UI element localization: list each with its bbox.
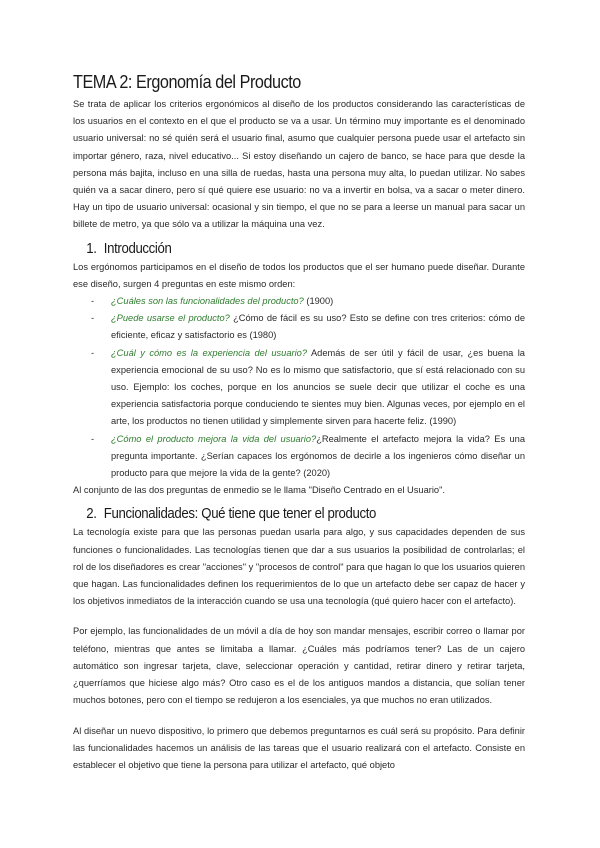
bullet-dash: -	[91, 313, 95, 324]
question-text: ¿Cuál y cómo es la experiencia del usuario?	[111, 347, 308, 358]
section-number: 2.	[86, 505, 97, 523]
intro-paragraph: Se trata de aplicar los criterios ergonómicos al diseño de los productos considerando las características de los usuarios en el contexto en el que el producto se va a usar. Un término muy importante es el denominado usuario universal: no sé quién será el usuario final, asumo que cualquier persona puede usar el artefacto sin importar género, raza, nivel educativo... Si estoy diseñando un cajero de banco, se hace para que desde la persona más bajita, incluso en una silla de ruedas, hasta una persona muy alta, lo puedan utilizar. No sabes quién va a sacar dinero, pero sí qué quiere ese usuario: no va a invertir en bolsa, va a sacar o meter dinero. Hay un tipo de usuario universal: ocasional y sin tiempo, el que no se para a leerse un manual para sacar un billete de metro, ya que sólo va a utilizar la máquina una vez.	[73, 99, 525, 230]
question-detail: Además de ser útil y fácil de usar, ¿es buena la experiencia emocional de su uso? No es lo mismo que satisfactorio, que sí está relacionado con su uso. Ejemplo: los coches, porque en los anuncios se suele decir que utilizar el coche es una experiencia satisfactoria porque conduciendo te sientes muy bien. Algunas veces, por ejemplo en el arte, los productos no tienen utilidad y simplemente sirven para hacerte feliz. (1990)	[111, 347, 525, 427]
list-item	[73, 345, 525, 431]
section-title: Introducción	[103, 239, 172, 257]
section1-closing-paragraph: Al conjunto de las dos preguntas de enmedio se le llama "Diseño Centrado en el Usuario".	[73, 485, 445, 496]
question-detail: ¿Realmente el artefacto mejora la vida? Es una pregunta importante. ¿Serían capaces los ergónomos de decirle a los ingenieros cómo diseñar un producto para que mejore la vida de la gente? (2020)	[111, 433, 525, 479]
document-content	[73, 72, 525, 774]
paragraph-spacer	[73, 710, 525, 723]
section2-paragraph: La tecnología existe para que las personas puedan usarla para algo, y sus capacidades dependen de sus funciones o funcionalidades. Las tecnologías tienen que dar a sus usuarios la posibilidad de controlarlas; el rol de los diseñadores es crear "acciones" y "procesos de control" para que hagan lo que los usuarios quieren que hagan. Las funcionalidades definen los requerimientos de lo que un artefacto debe ser capaz de hacer y los objetivos inmediatos de la interacción cuando se usa una tecnología (qué quiero hacer con el artefacto).	[73, 527, 525, 607]
list-item	[73, 293, 525, 310]
question-detail: ¿Cómo de fácil es su uso? Esto se define con tres criterios: cómo de eficiente, eficaz y satisfactorio es (1980)	[111, 313, 525, 341]
section2-paragraph: Por ejemplo, las funcionalidades de un móvil a día de hoy son mandar mensajes, escribir correo o llamar por teléfono, mientras que antes se limitaba a llamar. ¿Cuáles más podríamos tener? Las de un cajero automático son ingresar tarjeta, clave, seleccionar operación y cantidad, retirar dinero y retirar tarjeta, ¿querríamos que hiciese algo más? Otro caso es el de los antiguos mandos a distancia, que solían tener muchos botones, pero con el tiempo se redujeron a los esenciales, ya que muchos no eran utilizados.	[73, 626, 525, 706]
section-number: 1.	[86, 239, 97, 257]
question-text: ¿Cuáles son las funcionalidades del producto?	[111, 296, 304, 307]
paragraph-spacer	[73, 610, 525, 623]
question-text: ¿Cómo el producto mejora la vida del usuario?	[111, 433, 317, 444]
section-heading-introduccion	[73, 240, 471, 257]
document-title: TEMA 2: Ergonomía del Producto	[73, 72, 301, 92]
bullet-dash: -	[91, 347, 95, 358]
questions-list	[73, 293, 525, 482]
section1-lead-paragraph: Los ergónomos participamos en el diseño de todos los productos que el ser humano puede diseñar. Durante ese diseño, surgen 4 preguntas en este mismo orden:	[73, 261, 525, 289]
section-title: Funcionalidades: Qué tiene que tener el producto	[103, 505, 377, 523]
question-detail: (1900)	[303, 296, 334, 307]
section-heading-funcionalidades	[73, 505, 471, 522]
bullet-dash: -	[91, 296, 95, 307]
section2-paragraph: Al diseñar un nuevo dispositivo, lo primero que debemos preguntarnos es cuál será su propósito. Para definir las funcionalidades hacemos un análisis de las tareas que el usuario realizará con el artefacto. Consiste en establecer el objetivo que tiene la persona para utilizar el artefacto, qué objeto	[73, 725, 525, 770]
question-text: ¿Puede usarse el producto?	[111, 313, 230, 324]
list-item	[73, 431, 525, 483]
bullet-dash: -	[91, 433, 95, 444]
list-item	[73, 310, 525, 344]
